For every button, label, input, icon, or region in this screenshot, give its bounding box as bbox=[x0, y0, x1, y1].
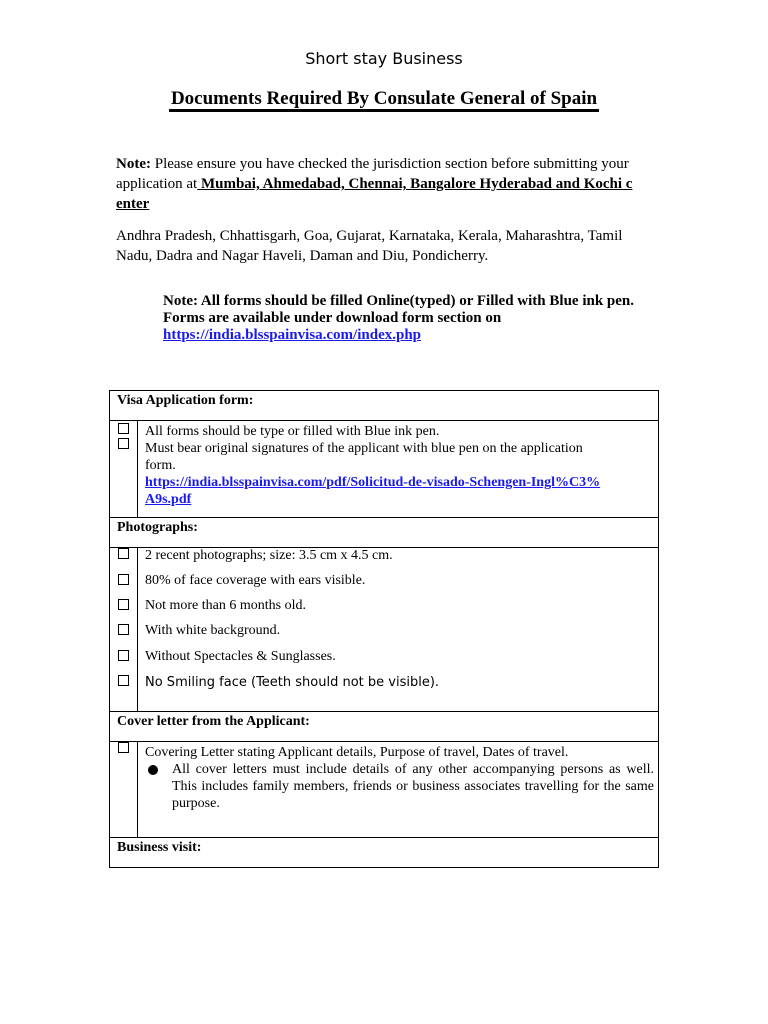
visa-form-line: Must bear original signatures of the applicant with blue pen on the application bbox=[145, 441, 583, 456]
business-visit-header: Business visit: bbox=[117, 840, 202, 855]
visa-form-line: All forms should be type or filled with Blue ink pen. bbox=[145, 424, 440, 439]
jurisdiction-note bbox=[116, 154, 661, 214]
cover-letter-bullet-item bbox=[145, 761, 654, 812]
visa-form-row bbox=[110, 421, 658, 518]
photo-requirement: No Smiling face (Teeth should not be visible). bbox=[145, 675, 440, 690]
visa-form-content bbox=[138, 421, 658, 517]
visa-form-link[interactable]: https://india.blsspainvisa.com/pdf/Solicitud-de-visado-Schengen-Ingl%C3% bbox=[145, 475, 601, 490]
requirements-table bbox=[109, 390, 659, 868]
forms-note-line1: Note: All forms should be filled Online(typed) or Filled with Blue ink pen. bbox=[163, 293, 635, 309]
visa-form-link-cont[interactable]: A9s.pdf bbox=[145, 492, 192, 507]
forms-note-line2: Forms are available under download form section on bbox=[163, 310, 502, 326]
photographs-content bbox=[138, 548, 658, 711]
checkbox-column bbox=[110, 421, 138, 517]
cover-letter-line: Covering Letter stating Applicant details, Purpose of travel, Dates of travel. bbox=[145, 745, 569, 760]
photo-requirement: With white background. bbox=[145, 623, 281, 638]
visa-form-checkbox-2[interactable] bbox=[118, 438, 129, 449]
visa-form-header: Visa Application form: bbox=[110, 391, 658, 421]
cover-letter-checkbox[interactable] bbox=[118, 742, 129, 753]
photo-requirement: 2 recent photographs; size: 3.5 cm x 4.5 cm. bbox=[145, 548, 393, 563]
photo-checkbox-1[interactable] bbox=[118, 548, 129, 559]
photo-requirement: Not more than 6 months old. bbox=[145, 598, 306, 613]
document-title-wrap bbox=[0, 88, 768, 110]
cover-letter-header: Cover letter from the Applicant: bbox=[110, 712, 658, 742]
cover-letter-row bbox=[110, 742, 658, 838]
cover-letter-bullet-text: All cover letters must include details of any other accompanying persons as well. This includes family members, friends or business associates travelling for the same purpose. bbox=[172, 762, 654, 811]
document-title: Documents Required By Consulate General of Spain bbox=[169, 88, 599, 112]
photo-checkbox-6[interactable] bbox=[118, 675, 129, 686]
visa-form-line: form. bbox=[145, 458, 176, 473]
checkbox-column bbox=[110, 742, 138, 837]
note-label: Note: bbox=[116, 156, 151, 172]
bullet-icon bbox=[148, 765, 158, 775]
photo-requirement: 80% of face coverage with ears visible. bbox=[145, 573, 366, 588]
photo-checkbox-2[interactable] bbox=[118, 574, 129, 585]
forms-note bbox=[163, 293, 663, 344]
photographs-row bbox=[110, 548, 658, 712]
cover-letter-content bbox=[138, 742, 658, 837]
jurisdiction-states: Andhra Pradesh, Chhattisgarh, Goa, Gujarat, Karnataka, Kerala, Maharashtra, Tamil Nadu, Dadra and Nagar Haveli, Daman and Diu, Pondicherry. bbox=[116, 228, 623, 264]
note-text: Please ensure you have checked the jurisdiction section before submitting your application at bbox=[116, 156, 629, 192]
photo-requirement: Without Spectacles & Sunglasses. bbox=[145, 649, 336, 664]
download-forms-link[interactable]: https://india.blsspainvisa.com/index.php bbox=[163, 327, 422, 343]
photo-checkbox-3[interactable] bbox=[118, 599, 129, 610]
photo-checkbox-4[interactable] bbox=[118, 624, 129, 635]
visa-form-checkbox-1[interactable] bbox=[118, 423, 129, 434]
center-cities: Mumbai, Ahmedabad, Chennai, Bangalore Hyderabad and Kochi c enter bbox=[116, 176, 633, 212]
checkbox-column bbox=[110, 548, 138, 711]
document-subtitle: Short stay Business bbox=[305, 49, 463, 68]
photo-checkbox-5[interactable] bbox=[118, 650, 129, 661]
photographs-header: Photographs: bbox=[110, 518, 658, 548]
